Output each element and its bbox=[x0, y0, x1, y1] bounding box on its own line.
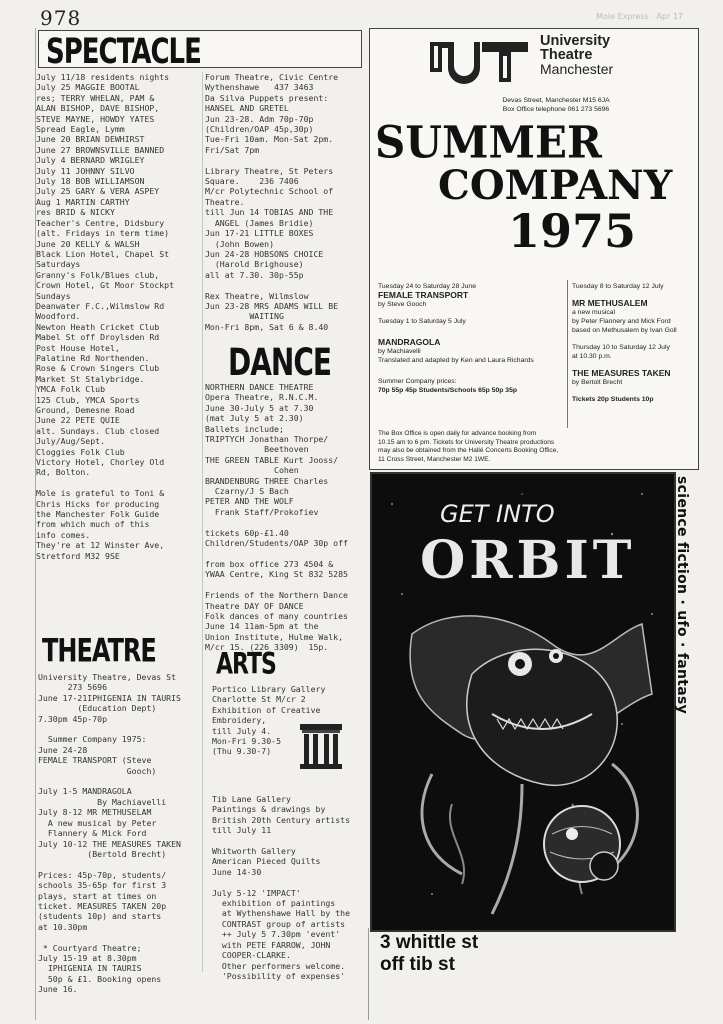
listing-line bbox=[38, 932, 203, 942]
listing-line: Charlotte St M/cr 2 bbox=[212, 694, 306, 705]
listing-line: all at 7.30. 30p-55p bbox=[205, 269, 304, 280]
listing-line: Mon-Fri 9.30-5 bbox=[212, 736, 282, 747]
listing-line: HANSEL AND GRETEL bbox=[205, 103, 289, 114]
listing-line: Czarny/J S Bach bbox=[205, 486, 289, 497]
spectacle-column-2 bbox=[205, 72, 365, 332]
listing-line: University Theatre, Devas St bbox=[38, 672, 177, 682]
listing-line: Tue-Fri 10am. Mon-Sat 2pm. bbox=[205, 134, 334, 145]
listing-line: Spread Eagle, Lymm bbox=[36, 124, 125, 135]
spacer bbox=[378, 365, 568, 377]
prog3-note2: by Peter Flannery and Mick Ford bbox=[572, 318, 671, 325]
listing-line: (Harold Brighouse) bbox=[205, 259, 304, 270]
listing-line: July/Aug/Sept. bbox=[36, 436, 106, 447]
listing-line: Children/Students/OAP 30p off bbox=[205, 538, 348, 549]
listing-line: Rose & Crown Singers Club bbox=[36, 363, 160, 374]
orbit-headline-big: ORBIT bbox=[420, 530, 636, 591]
listing-line: Woodford. bbox=[36, 311, 81, 322]
listing-line: Square. 236 7406 bbox=[205, 176, 299, 187]
theatre-heading: THEATRE bbox=[42, 632, 156, 670]
listing-line: res BRID & NICKY bbox=[36, 207, 115, 218]
listing-line: July 11/18 residents nights bbox=[36, 72, 170, 82]
listing-line: Stretford M32 9SE bbox=[36, 550, 120, 561]
listing-line: July 25 GARY & VERA ASPEY bbox=[36, 186, 160, 197]
listing-line bbox=[38, 776, 203, 786]
prog1-dates: Tuesday 24 to Saturday 28 June bbox=[378, 283, 476, 290]
listing-line: the Manchester Folk Guide bbox=[36, 509, 160, 520]
prog2-note: Translated and adapted by Ken and Laura Richards bbox=[378, 357, 534, 364]
listing-line: June 20 BRIAN DEWHIRST bbox=[36, 134, 145, 145]
listing-line: M/cr 15. (226 3309) 15p. bbox=[205, 642, 329, 653]
listing-line: (Bertold Brecht) bbox=[38, 848, 167, 859]
prog1-author: by Steve Gooch bbox=[378, 301, 427, 308]
listing-line: July 18 BOB WILLIAMSON bbox=[36, 176, 145, 187]
listing-line: YWAA Centre, King St 832 5285 bbox=[205, 569, 348, 580]
listing-line: Union Institute, Hulme Walk, bbox=[205, 631, 344, 642]
listing-line: Mole is grateful to Toni & bbox=[36, 488, 165, 499]
listing-line bbox=[205, 580, 365, 590]
listing-line: They're at 12 Winster Ave, bbox=[36, 540, 165, 551]
listing-line: Frank Staff/Prokofiev bbox=[205, 506, 319, 517]
listing-line: July 1-5 MANDRAGOLA bbox=[38, 786, 132, 797]
prices: 70p 55p 45p Students/Schools 65p 50p 35p bbox=[378, 387, 518, 394]
listing-line: Beethoven bbox=[205, 444, 309, 455]
address-line2: off tib st bbox=[380, 954, 455, 975]
listing-line: Summer Company 1975: bbox=[38, 734, 147, 745]
listing-line: Rex Theatre, Wilmslow bbox=[205, 290, 309, 301]
listing-line: 7.30pm 45p-70p bbox=[38, 713, 108, 724]
orbit-headline: GET INTO bbox=[440, 500, 555, 528]
ut-address bbox=[456, 96, 656, 114]
listing-line: Theatre DAY OF DANCE bbox=[205, 600, 304, 611]
listing-line: CONTRAST group of artists bbox=[212, 918, 346, 929]
arts-listings-portico bbox=[212, 684, 326, 757]
listing-line: Newton Heath Cricket Club bbox=[36, 321, 160, 332]
ut-box-office-phone: Box Office telephone 061 273 5696 bbox=[502, 106, 610, 113]
listing-line: (Children/OAP 45p,30p) bbox=[205, 124, 314, 135]
programme-left bbox=[378, 282, 568, 395]
listing-line: res; TERRY WHELAN, PAM & bbox=[36, 92, 155, 103]
prog3-note1: a new musical bbox=[572, 309, 616, 316]
listing-line: with PETE FARROW, JOHN bbox=[212, 939, 331, 950]
listing-line: (alt. Fridays in term time) bbox=[36, 228, 170, 239]
listing-line: June 22 PETE QUIE bbox=[36, 415, 120, 426]
listing-line: ticket. MEASURES TAKEN 20p bbox=[38, 900, 167, 911]
listing-line: Cohen bbox=[205, 465, 299, 476]
listing-line: Jun 17-21 LITTLE BOXES bbox=[205, 228, 314, 239]
listing-line: Jun 24-28 HOBSONS CHOICE bbox=[205, 248, 324, 259]
prog4-tickets: Tickets 20p Students 10p bbox=[572, 396, 654, 403]
listing-line: Rd, Bolton. bbox=[36, 467, 91, 478]
listing-line: Tib Lane Gallery bbox=[212, 794, 291, 804]
listing-line: July 15-19 at 8.30pm bbox=[38, 952, 137, 963]
listing-line bbox=[38, 859, 203, 869]
listing-line: (Thu 9.30-7) bbox=[212, 746, 272, 757]
listing-line: British 20th Century artists bbox=[212, 814, 351, 825]
listing-line: Friends of the Northern Dance bbox=[205, 590, 348, 601]
listing-line: THE GREEN TABLE Kurt Jooss/ bbox=[205, 454, 339, 465]
listing-line: 125 Club, YMCA Sports bbox=[36, 394, 140, 405]
box-office-line: may also be obtained from the Hallé Concerts Booking Office, bbox=[378, 447, 559, 455]
listing-line: July 11 JOHNNY SILVO bbox=[36, 165, 135, 176]
listing-line: Mabel St off Droylsden Rd bbox=[36, 332, 160, 343]
listing-line: Prices: 45p-70p, students/ bbox=[38, 869, 167, 880]
prog1-title: FEMALE TRANSPORT bbox=[378, 290, 469, 300]
listing-line: A new musical by Peter bbox=[38, 817, 157, 828]
listing-line: from which much of this bbox=[36, 519, 150, 530]
ut-logo-icon bbox=[424, 34, 534, 88]
address-line1: 3 whittle st bbox=[380, 932, 479, 953]
listing-line: 50p & £1. Booking opens bbox=[38, 973, 162, 984]
listing-line: (John Bowen) bbox=[205, 238, 275, 249]
listing-line: Portico Library Gallery bbox=[212, 684, 326, 694]
listing-line: (students 10p) and starts bbox=[38, 911, 162, 922]
listing-line: Paintings & drawings by bbox=[212, 804, 326, 815]
programme-right bbox=[572, 282, 696, 404]
listing-line: July 4 BERNARD WRIGLEY bbox=[36, 155, 145, 166]
listing-line: Granny's Folk/Blues club, bbox=[36, 269, 160, 280]
listing-line: BRANDENBURG THREE Charles bbox=[205, 475, 329, 486]
listing-line: 'Possibility of expenses' bbox=[212, 970, 346, 981]
prog4-author: by Bertolt Brecht bbox=[572, 379, 623, 386]
listing-line: till July 11 bbox=[212, 825, 272, 836]
listing-line: from box office 273 4504 & bbox=[205, 558, 334, 569]
listing-line: NORTHERN DANCE THEATRE bbox=[205, 382, 314, 392]
listing-line: June 16. bbox=[38, 984, 78, 995]
prog4-dates: Thursday 10 to Saturday 12 July bbox=[572, 344, 670, 351]
listing-line: (mat July 5 at 2.30) bbox=[205, 413, 304, 424]
listing-line: COOPER-CLARKE. bbox=[212, 950, 291, 961]
ut-name-line3: Manchester bbox=[540, 61, 614, 77]
listing-line: Mon-Fri 8pm, Sat 6 & 8.40 bbox=[205, 321, 329, 332]
arts-heading: ARTS bbox=[216, 648, 276, 682]
ut-name bbox=[540, 34, 613, 76]
arts-listings-galleries bbox=[212, 794, 367, 981]
company-title: COMPANY bbox=[438, 162, 673, 209]
ut-street-address: Devas Street, Manchester M15 6JA bbox=[502, 97, 610, 104]
listing-line: at Wythenshawe Hall by the bbox=[212, 908, 351, 919]
listing-line: Embroidery, bbox=[212, 715, 267, 726]
listing-line bbox=[212, 877, 367, 887]
listing-line: Chris Hicks for producing bbox=[36, 498, 160, 509]
prog3-title: MR METHUSALEM bbox=[572, 298, 648, 308]
listing-line: till Jun 14 TOBIAS AND THE bbox=[205, 207, 334, 218]
listing-line: info comes. bbox=[36, 529, 91, 540]
box-office-note bbox=[378, 430, 593, 464]
spectacle-column-1 bbox=[36, 72, 201, 561]
theatre-listings bbox=[38, 672, 203, 995]
listing-line: STEVE MAYNE, HOWDY YATES bbox=[36, 113, 155, 124]
prices-label: Summer Company prices: bbox=[378, 378, 457, 385]
spacer bbox=[572, 335, 696, 343]
listing-line: Black Lion Hotel, Chapel St bbox=[36, 248, 170, 259]
listing-line: June 30-July 5 at 7.30 bbox=[205, 402, 314, 413]
listing-line bbox=[205, 155, 365, 165]
listing-line: M/cr Polytechnic School of bbox=[205, 186, 334, 197]
listing-line: Palatine Rd Northenden. bbox=[36, 352, 150, 363]
listing-line: ALAN BISHOP, DAVE BISHOP, bbox=[36, 103, 160, 114]
box-office-line: The Box Office is open daily for advance booking from bbox=[378, 430, 537, 437]
listing-line: schools 35-65p for first 3 bbox=[38, 880, 167, 891]
ut-name-line1: University bbox=[540, 33, 611, 49]
listing-line: June 17-21IPHIGENIA IN TAURIS bbox=[38, 692, 181, 703]
listing-line: tickets 60p-£1.40 bbox=[205, 527, 289, 538]
year-title: 1975 bbox=[508, 204, 637, 258]
listing-line: July 5-12 'IMPACT' bbox=[212, 887, 301, 898]
listing-line: PETER AND THE WOLF bbox=[205, 496, 294, 507]
dance-heading: DANCE bbox=[228, 340, 332, 385]
listing-line: Saturdays bbox=[36, 259, 81, 270]
spacer bbox=[378, 309, 568, 317]
listing-line: TRIPTYCH Jonathan Thorpe/ bbox=[205, 434, 329, 445]
listing-line: at 10.30pm bbox=[38, 921, 88, 932]
listing-line: By Machiavelli bbox=[38, 796, 167, 807]
prog4-time: at 10.30 p.m. bbox=[572, 353, 612, 360]
listing-line: Teacher's Centre, Didsbury bbox=[36, 217, 165, 228]
listing-line: alt. Sundays. Club closed bbox=[36, 425, 160, 436]
listing-line: Jun 23-28. Adm 70p-70p bbox=[205, 113, 314, 124]
listing-line bbox=[205, 517, 365, 527]
listing-line: June 14-30 bbox=[212, 866, 262, 877]
corner-note: Mole Express · Apr 17 bbox=[596, 12, 683, 21]
listing-line bbox=[36, 478, 201, 488]
listing-line: Aug 1 MARTIN CARTHY bbox=[36, 196, 130, 207]
orbit-artwork bbox=[372, 474, 674, 930]
listing-line: Fri/Sat 7pm bbox=[205, 144, 260, 155]
ut-name-line2: Theatre bbox=[540, 47, 593, 63]
listing-line: * Courtyard Theatre; bbox=[38, 942, 142, 953]
prog3-dates: Tuesday 8 to Saturday 12 July bbox=[572, 283, 664, 290]
listing-line: Folk dances of many countries bbox=[205, 610, 348, 621]
listing-line bbox=[212, 836, 367, 846]
listing-line: July 10-12 THE MEASURES TAKEN bbox=[38, 838, 181, 849]
listing-line: July 25 MAGGIE BOOTAL bbox=[36, 82, 140, 93]
prog2-author: by Machiavelli bbox=[378, 348, 421, 355]
orbit-shop-address bbox=[380, 932, 478, 976]
listing-line: Library Theatre, St Peters bbox=[205, 165, 334, 176]
listing-line bbox=[205, 549, 365, 559]
listing-line: June 24-28 bbox=[38, 744, 88, 755]
listing-line: Ballets include; bbox=[205, 423, 284, 434]
listing-line: (Education Dept) bbox=[38, 703, 157, 714]
spectacle-heading: SPECTACLE bbox=[46, 32, 201, 73]
listing-line: Deanwater F.C.,Wilmslow Rd bbox=[36, 300, 165, 311]
listing-line: exhibition of paintings bbox=[212, 898, 336, 909]
listing-line: Crown Hotel, Gt Moor Stockpt bbox=[36, 280, 175, 291]
portico-building-icon bbox=[298, 720, 344, 770]
listing-line: ANGEL (James Bridie) bbox=[205, 217, 314, 228]
listing-line: IPHIGENIA IN TAURIS bbox=[38, 963, 142, 974]
listing-line: Gooch) bbox=[38, 765, 157, 776]
fold-line bbox=[368, 928, 369, 1020]
page-number: 978 bbox=[40, 6, 82, 30]
box-office-line: 10.15 am to 6 pm. Tickets for University Theatre productions bbox=[378, 438, 555, 446]
listing-line: Victory Hotel, Chorley Old bbox=[36, 457, 165, 468]
listing-line: Whitworth Gallery bbox=[212, 846, 296, 857]
listing-line: June 27 BROWNSVILLE BANNED bbox=[36, 144, 165, 155]
prog3-note3: based on Methusalem by Ivan Goll bbox=[572, 327, 677, 334]
orbit-ad bbox=[370, 472, 676, 932]
prog4-title: THE MEASURES TAKEN bbox=[572, 368, 671, 378]
dance-listings bbox=[205, 382, 365, 653]
listing-line: June 14 11am-5pm at the bbox=[205, 621, 319, 632]
prog2-dates: Tuesday 1 to Saturday 5 July bbox=[378, 318, 466, 325]
prog2-title: MANDRAGOLA bbox=[378, 337, 441, 347]
listing-line: Forum Theatre, Civic Centre bbox=[205, 72, 339, 82]
listing-line: Sundays bbox=[36, 290, 71, 301]
side-text: science fiction · ufo · fantasy bbox=[674, 476, 690, 715]
listing-line: WAITING bbox=[205, 311, 284, 322]
listing-line: June 20 KELLY & WALSH bbox=[36, 238, 140, 249]
listing-line: till July 4. bbox=[212, 725, 272, 736]
summer-title: SUMMER bbox=[375, 116, 602, 169]
listing-line: YMCA Folk Club bbox=[36, 384, 106, 395]
listing-line: plays, start at times on bbox=[38, 890, 157, 901]
listing-line: 273 5696 bbox=[38, 682, 108, 693]
listing-line: ++ July 5 7.30pm 'event' bbox=[212, 929, 341, 940]
listing-line: Cloggies Folk Club bbox=[36, 446, 125, 457]
listing-line: Theatre. bbox=[205, 196, 245, 207]
listing-line: Flannery & Mick Ford bbox=[38, 828, 147, 839]
listing-line: Da Silva Puppets present: bbox=[205, 92, 329, 103]
listing-line: Exhibition of Creative bbox=[212, 704, 321, 715]
listing-line bbox=[205, 280, 365, 290]
listing-line: Jun 23-28 MRS ADAMS WILL BE bbox=[205, 300, 339, 311]
listing-line: July 8-12 MR METHUSELAM bbox=[38, 807, 152, 818]
listing-line: Market St Stalybridge. bbox=[36, 373, 145, 384]
listing-line: FEMALE TRANSPORT (Steve bbox=[38, 755, 152, 766]
side-vertical-label bbox=[672, 476, 688, 776]
box-office-line: 11 Cross Street, Manchester M2 1WE. bbox=[378, 455, 491, 463]
spacer bbox=[572, 387, 696, 395]
listing-line: Wythenshawe 437 3463 bbox=[205, 82, 314, 93]
listing-line: Opera Theatre, R.N.C.M. bbox=[205, 392, 319, 403]
listing-line: Other performers welcome. bbox=[212, 960, 346, 971]
listing-line: American Pieced Quilts bbox=[212, 856, 321, 867]
listing-line: Post House Hotel, bbox=[36, 342, 120, 353]
listing-line: Ground, Demesne Road bbox=[36, 405, 135, 415]
listing-line bbox=[38, 724, 203, 734]
